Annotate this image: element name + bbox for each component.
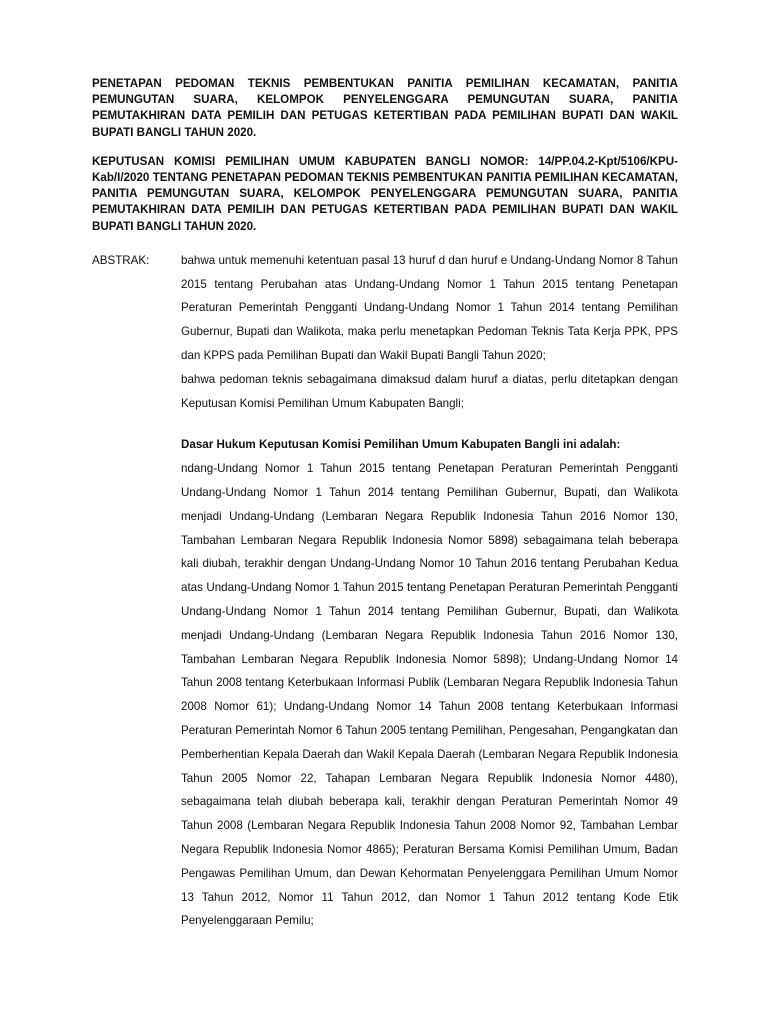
abstract-label: ABSTRAK: <box>92 253 150 267</box>
document-page <box>92 76 678 933</box>
dasar-hukum-text: ndang-Undang Nomor 1 Tahun 2015 tentang Penetapan Peraturan Pemerintah Pengganti Undang-Undang Nomor 1 Tahun 2014 tentang Pemilihan Gubernur, Bupati, dan Walikota menjadi Undang-Undang (Lembaran Negara Republik Indonesia Tahun 2016 Nomor 130, Tambahan Lembaran Negara Republik Indonesia Nomor 5898) sebagaimana telah beberapa kali diubah, terakhir dengan Undang-Undang Nomor 10 Tahun 2016 tentang Perubahan Kedua atas Undang-Undang Nomor 1 Tahun 2015 tentang Penetapan Peraturan Pemerintah Pengganti Undang-Undang Nomor 1 Tahun 2014 tentang Pemilihan Gubernur, Bupati, dan Walikota menjadi Undang-Undang (Lembaran Negara Republik Indonesia Tahun 2016 Nomor 130, Tambahan Lembaran Negara Republik Indonesia Nomor 5898); Undang-Undang Nomor 14 Tahun 2008 tentang Keterbukaan Informasi Publik (Lembaran Negara Republik Indonesia Tahun 2008 Nomor 61); Undang-Undang Nomor 14 Tahun 2008 tentang Keterbukaan Informasi Peraturan Pemerintah Nomor 6 Tahun 2005 tentang Pemilihan, Pengesahan, Pengangkatan dan Pemberhentian Kepala Daerah dan Wakil Kepala Daerah (Lembaran Negara Republik Indonesia Tahun 2005 Nomor 22, Tahapan Lembaran Negara Republik Indonesia Nomor 4480), sebagaimana telah diubah beberapa kali, terakhir dengan Peraturan Pemerintah Nomor 49 Tahun 2008 (Lembaran Negara Republik Indonesia Tahun 2008 Nomor 92, Tambahan Lembar Negara Republik Indonesia Nomor 4865); Peraturan Bersama Komisi Pemilihan Umum, Badan Pengawas Pemilihan Umum, dan Dewan Kehormatan Penyelenggara Pemilihan Umum Nomor 13 Tahun 2012, Nomor 11 Tahun 2012, dan Nomor 1 Tahun 2012 tentang Kode Etik Penyelenggaraan Pemilu; <box>181 462 678 928</box>
abstract-paragraph-2: bahwa pedoman teknis sebagaimana dimaksud dalam huruf a diatas, perlu ditetapkan dengan Keputusan Komisi Pemilihan Umum Kabupaten Bangli; <box>181 372 678 410</box>
dasar-hukum-title: Dasar Hukum Keputusan Komisi Pemilihan Umum Kabupaten Bangli ini adalah: <box>181 438 621 452</box>
decree-title: KEPUTUSAN KOMISI PEMILIHAN UMUM KABUPATEN BANGLI NOMOR: 14/PP.04.2-Kpt/5106/KPU-Kab/I/2020 TENTANG PENETAPAN PEDOMAN TEKNIS PEMBENTUKAN PANITIA PEMILIHAN KECAMATAN, PANITIA PEMUNGUTAN SUARA, KELOMPOK PENYELENGGARA PEMUNGUTAN SUARA, PANITIA PEMUTAKHIRAN DATA PEMILIH DAN PETUGAS KETERTIBAN PADA PEMILIHAN BUPATI DAN WAKIL BUPATI BANGLI TAHUN 2020. <box>92 154 678 233</box>
abstract-paragraph-1: bahwa untuk memenuhi ketentuan pasal 13 huruf d dan huruf e Undang-Undang Nomor 8 Tahun 2015 tentang Perubahan atas Undang-Undang Nomor 1 Tahun 2015 tentang Penetapan Peraturan Pemerintah Pengganti Undang-Undang Nomor 1 Tahun 2014 tentang Pemilihan Gubernur, Bupati dan Walikota, maka perlu menetapkan Pedoman Teknis Tata Kerja PPK, PPS dan KPPS pada Pemilihan Bupati dan Wakil Bupati Bangli Tahun 2020; <box>181 253 678 363</box>
document-title: PENETAPAN PEDOMAN TEKNIS PEMBENTUKAN PANITIA PEMILIHAN KECAMATAN, PANITIA PEMUNGUTAN SUARA, KELOMPOK PENYELENGGARA PEMUNGUTAN SUARA, PANITIA PEMUTAKHIRAN DATA PEMILIH DAN PETUGAS KETERTIBAN PADA PEMILIHAN BUPATI DAN WAKIL BUPATI BANGLI TAHUN 2020. <box>92 77 678 139</box>
paragraph-gap <box>181 415 678 433</box>
abstract-body <box>181 249 678 933</box>
abstract-section <box>92 249 678 933</box>
